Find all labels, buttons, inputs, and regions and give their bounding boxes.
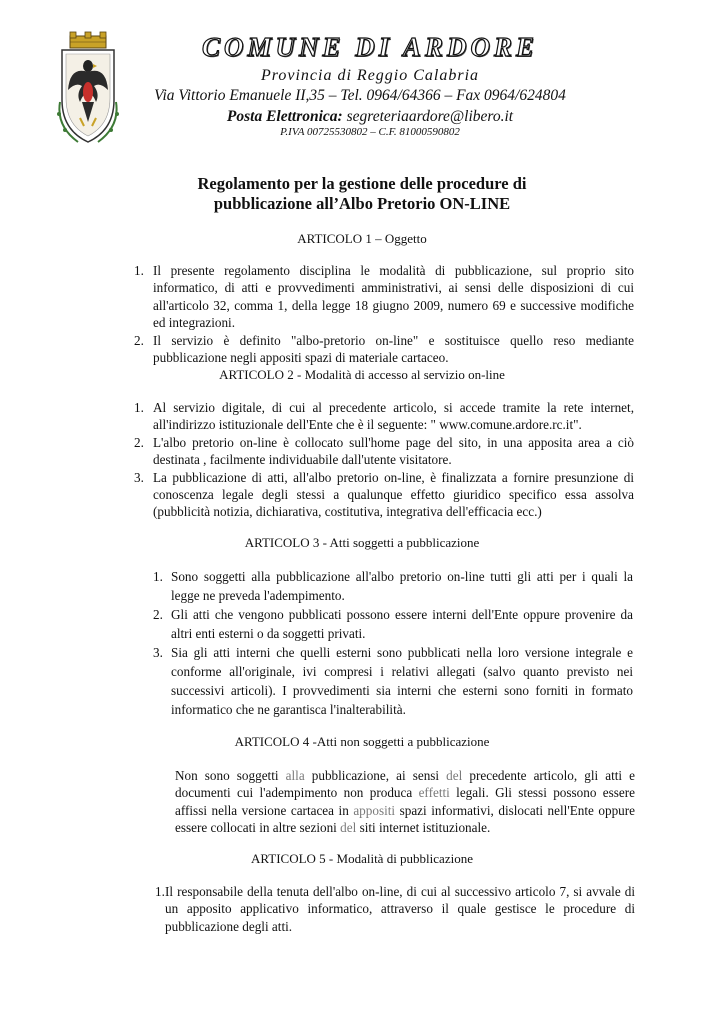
article-5-list (155, 883, 635, 935)
text-segment: precedente articolo, gli atti e documenti cui l'adempimento non produca (175, 768, 636, 801)
text-segment: spazi informativi, dislocati nell'Ente oppure essere collocati in altre sezioni (175, 802, 635, 836)
text-segment-grey: appositi (353, 802, 396, 818)
article-2-heading: ARTICOLO 2 - Modalità di accesso al servizio on-line (219, 367, 505, 382)
item-text: Il responsabile della tenuta dell'albo on-line, di cui al successivo articolo 7, si avvale di un apposito applicativo informatico, attraverso il quale gestisce le procedure di pubblicazione degli atti. (165, 884, 635, 934)
text-segment: Non sono soggetti (175, 768, 286, 783)
article-5-heading: ARTICOLO 5 - Modalità di pubblicazione (251, 851, 473, 866)
item-number: 1. (155, 884, 165, 899)
item-text: Al servizio digitale, di cui al precedente articolo, si accede tramite la rete internet, all'indirizzo istituzionale dell'Ente che è il seguente: " www.comune.ardore.rc.it". (153, 400, 634, 433)
item-text: Gli atti che vengono pubblicati possono essere interni dell'Ente oppure provenire da altri enti esterni o da soggetti privati. (171, 607, 633, 641)
item-number: 1. (134, 263, 144, 278)
item-number: 2. (153, 607, 163, 622)
item-text: Sono soggetti alla pubblicazione all'albo pretorio on-line tutti gli atti per i quali la legge ne preveda l'adempimento. (171, 569, 633, 603)
list-item (134, 262, 634, 332)
list-item (134, 434, 634, 469)
list-item (134, 469, 634, 521)
province-line: Provincia di Reggio Calabria (260, 67, 480, 84)
document-title-line-1: Regolamento per la gestione delle procedure di (197, 174, 527, 193)
item-text: Il servizio è definito "albo-pretorio on-line" e sostituisce quello reso mediante pubblicazione negli appositi spazi di materiale cartaceo. (153, 332, 634, 366)
text-segment-grey: alla (285, 768, 305, 783)
municipality-title: COMUNE DI ARDORE (201, 32, 539, 62)
tax-ids-line: P.IVA 00725530802 – C.F. 81000590802 (280, 126, 460, 138)
document-title (120, 174, 604, 214)
text-segment-grey: del (340, 820, 357, 836)
address-line: Via Vittorio Emanuele II,35 – Tel. 0964/64366 – Fax 0964/624804 (154, 87, 566, 104)
article-1-heading: ARTICOLO 1 – Oggetto (297, 231, 427, 246)
article-3-list (153, 567, 633, 719)
document-title-line-2: pubblicazione all’Albo Pretorio ON-LINE (213, 194, 511, 213)
article-1-list (134, 262, 634, 366)
item-number: 1. (153, 569, 163, 584)
item-number: 1. (134, 400, 144, 415)
item-number: 2. (134, 434, 144, 450)
item-number: 2. (134, 332, 144, 348)
list-item (134, 399, 634, 434)
item-text: Sia gli atti interni che quelli esterni sono pubblicati nella loro versione integrale e conforme all'originale, ivi compresi i relativi allegati (salvo quanto previsto nei successivi articoli). I provvedimenti sia interni che esterni sono forniti in formato informatico che ne garantisca l'inalterabilità. (171, 645, 633, 717)
email-address: segreteriaardore@libero.it (346, 108, 514, 125)
article-3-heading: ARTICOLO 3 - Atti soggetti a pubblicazione (244, 535, 480, 550)
item-number: 3. (153, 645, 163, 660)
list-item (134, 332, 634, 367)
email-line (120, 108, 620, 126)
item-number: 3. (134, 469, 144, 485)
item-text: Il presente regolamento disciplina le modalità di pubblicazione, sul proprio sito informatico, di atti e provvedimenti amministrativi, ai sensi delle disposizioni di cui all'articolo 32, comma 1, della legge 18 giugno 2009, numero 69 e successive modifiche ed integrazioni. (153, 263, 634, 331)
text-segment: siti internet istituzionale. (356, 820, 491, 836)
list-item (153, 605, 633, 643)
item-text: L'albo pretorio on-line è collocato sull'home page del sito, in una apposita area a ciò destinata , facilmente individuabile dall'utente visitatore. (153, 434, 634, 468)
article-4-paragraph (175, 767, 635, 837)
list-item (153, 643, 633, 719)
article-4-heading: ARTICOLO 4 -Atti non soggetti a pubblicazione (234, 734, 490, 749)
list-item (153, 567, 633, 605)
list-item (155, 883, 635, 935)
text-segment: pubblicazione, ai sensi (304, 768, 447, 783)
item-text: La pubblicazione di atti, all'albo pretorio on-line, è finalizzata a fornire presunzione di conoscenza legale degli stessi a qualunque effetto giuridico specifico essa assolva (pubblicità notizia, dichiarativa, costitutiva, integrativa dell'efficacia ecc.) (153, 469, 634, 520)
coat-of-arms-icon (56, 30, 120, 148)
email-label: Posta Elettronica: (226, 108, 343, 125)
text-segment-grey: effetti (418, 785, 450, 801)
text-segment-grey: del (446, 768, 463, 783)
article-2-list (134, 399, 634, 521)
text-segment: legali. Gli stessi possono essere affissi nella versione cartacea in (175, 785, 635, 818)
